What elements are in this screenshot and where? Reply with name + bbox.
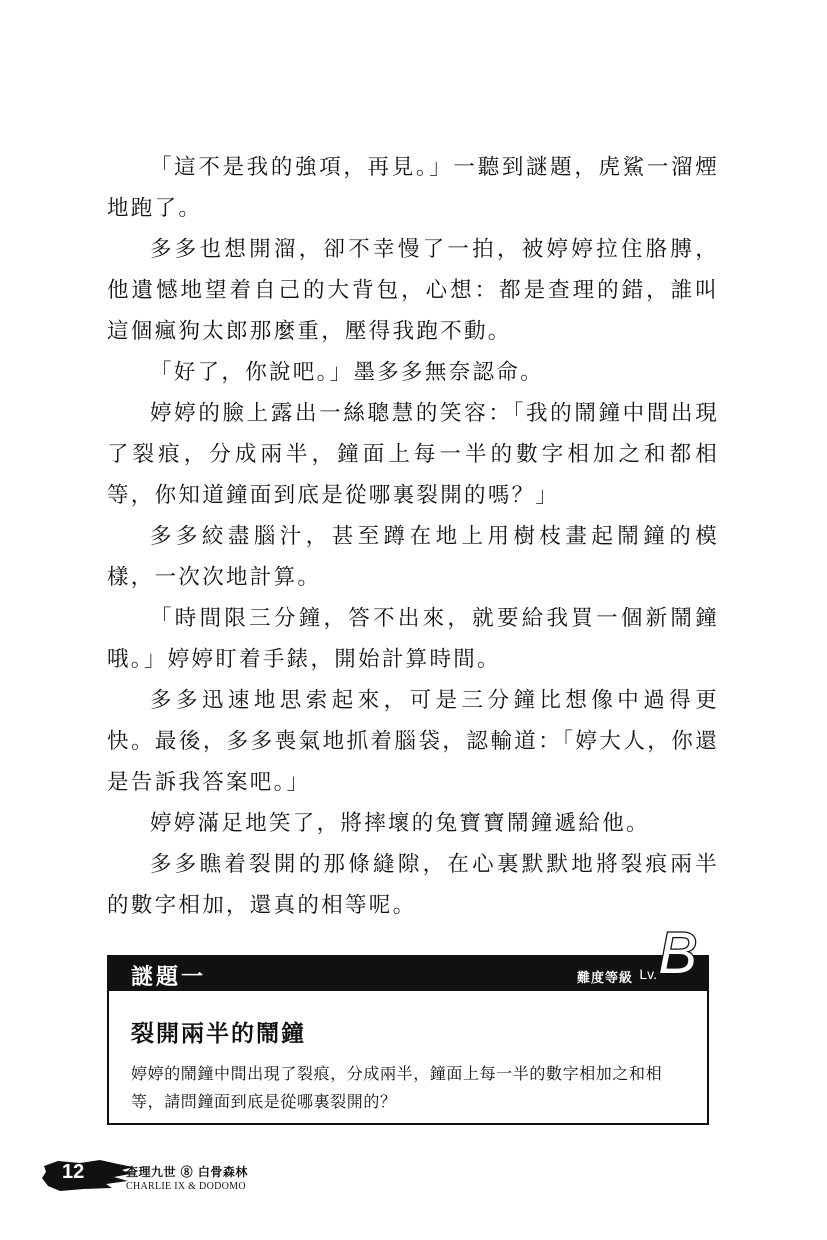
paragraph: 多多迅速地思索起來，可是三分鐘比想像中過得更快。最後，多多喪氣地抓着腦袋，認輸道：「婷大人，你還是告訴我答案吧。」 (107, 688, 719, 795)
book-title: 查理九世 ⑧ 白骨森林 (126, 1165, 248, 1179)
puzzle-header (109, 921, 707, 991)
paragraph: 婷婷的臉上露出一絲聰慧的笑容：「我的鬧鐘中間出現了裂痕，分成兩半，鐘面上每一半的數字相加之和都相等，你知道鐘面到底是從哪裏裂開的嗎？」 (107, 401, 719, 508)
paragraph: 多多瞧着裂開的那條縫隙，在心裏默默地將裂痕兩半的數字相加，還真的相等呢。 (107, 852, 719, 918)
paragraph: 婷婷滿足地笑了，將摔壞的兔寶寶鬧鐘遞給他。 (150, 811, 650, 836)
story-text (107, 147, 719, 926)
difficulty-label: 難度等級 (576, 971, 633, 986)
paragraph: 多多絞盡腦汁，甚至蹲在地上用樹枝畫起鬧鐘的模樣，一次次地計算。 (107, 524, 719, 590)
brush-stroke-icon (40, 1158, 135, 1192)
book-brand: CHARLIE IX & DODOMO (126, 1181, 246, 1192)
paragraph: 「時間限三分鐘，答不出來，就要給我買一個新鬧鐘哦。」婷婷盯着手錶，開始計算時間。 (107, 606, 719, 672)
paragraph: 多多也想開溜，卻不幸慢了一拍，被婷婷拉住胳膊，他遺憾地望着自己的大背包，心想：都是查理的錯，誰叫這個瘋狗太郎那麼重，壓得我跑不動。 (107, 237, 719, 344)
level-prefix: Lv. (639, 966, 657, 982)
paragraph: 「好了，你說吧。」墨多多無奈認命。 (150, 360, 544, 385)
difficulty-level: B (658, 921, 697, 986)
paragraph: 「這不是我的強項，再見。」一聽到謎題，虎鯊一溜煙地跑了。 (107, 155, 719, 221)
puzzle-box (107, 921, 709, 1125)
puzzle-label: 謎題一 (131, 965, 207, 990)
puzzle-question: 婷婷的鬧鐘中間出現了裂痕，分成兩半，鐘面上每一半的數字相加之和相等，請問鐘面到底是從哪裏裂開的？ (131, 1064, 663, 1111)
page-number: 12 (62, 1161, 85, 1183)
puzzle-title: 裂開兩半的鬧鐘 (131, 1021, 306, 1047)
